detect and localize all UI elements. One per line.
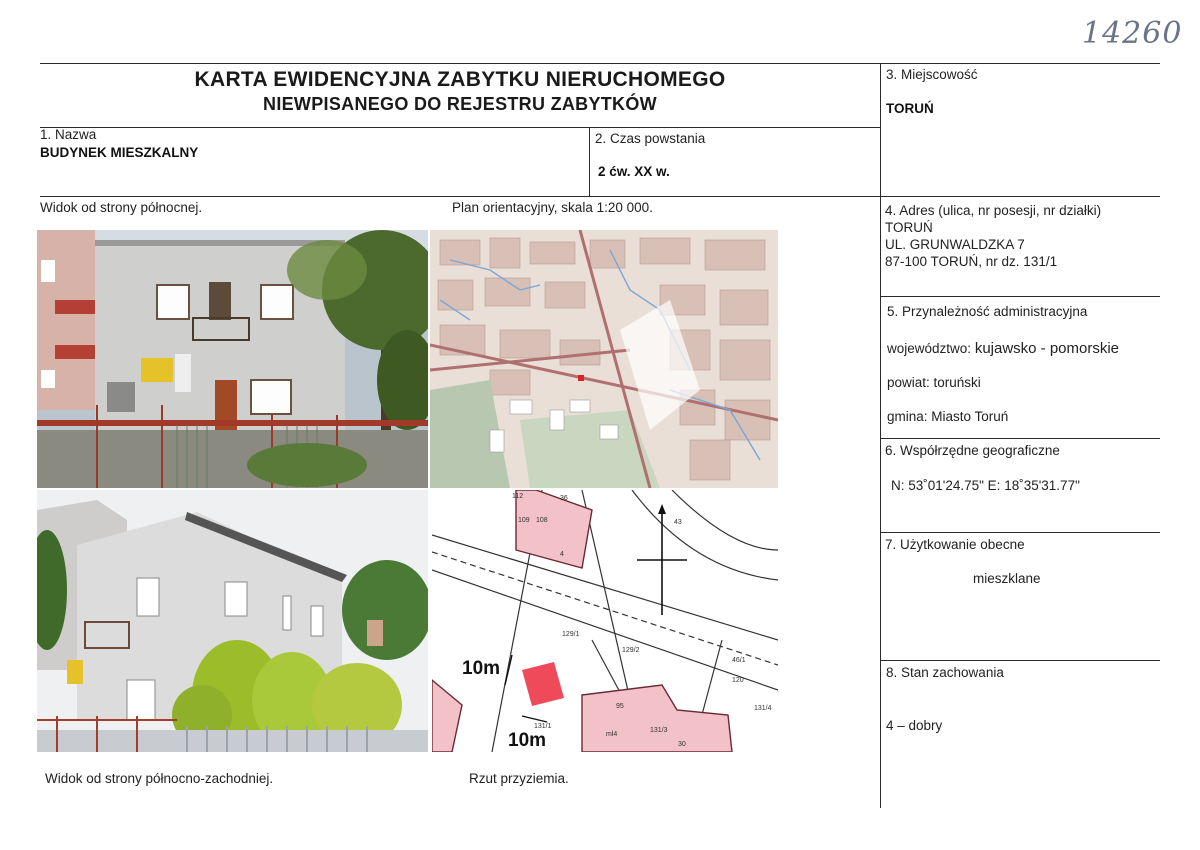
header-bottom-border [40, 196, 1160, 197]
parcel-label: 95 [616, 703, 624, 710]
locality-label: 3. Miejscowość [886, 67, 978, 82]
parcel-label: 120 [732, 677, 744, 684]
right-column-divider [880, 63, 881, 808]
name-value: BUDYNEK MIESZKALNY [40, 145, 199, 160]
condition-label: 8. Stan zachowania [886, 665, 1004, 680]
name-label: 1. Nazwa [40, 127, 97, 142]
parcel-label: 129/2 [622, 647, 640, 654]
divider-7-8 [880, 660, 1160, 661]
handwritten-number: 14260 [1082, 16, 1183, 51]
divider-4-5 [880, 296, 1160, 297]
parcel-label: 112 [512, 493, 524, 500]
parcel-label: 4 [560, 551, 564, 558]
caption-view-north: Widok od strony północnej. [40, 200, 203, 215]
voivodeship [887, 340, 1119, 357]
caption-ground-plan: Rzut przyziemia. [469, 771, 569, 786]
county: powiat: toruński [887, 375, 981, 390]
municipality: gmina: Miasto Toruń [887, 409, 1009, 424]
parcel-label: 43 [674, 519, 682, 526]
photo-northwest-view [37, 490, 428, 752]
parcel-label: 36 [560, 495, 568, 502]
admin-label: 5. Przynależność administracyjna [887, 304, 1088, 319]
coords-value: N: 53˚01'24.75" E: 18˚35'31.77" [891, 478, 1080, 493]
orientation-map [430, 230, 778, 488]
title-bottom-border [40, 127, 880, 128]
address-label: 4. Adres (ulica, nr posesji, nr działki) [885, 203, 1102, 218]
ground-plan-map [432, 490, 778, 752]
address-line-3: 87-100 TORUŃ, nr dz. 131/1 [885, 254, 1058, 269]
use-label: 7. Użytkowanie obecne [885, 537, 1025, 552]
photo-north-view [37, 230, 428, 488]
condition-value: 4 – dobry [886, 718, 943, 733]
parcel-label: 131/3 [650, 727, 668, 734]
card-title-line1: KARTA EWIDENCYJNA ZABYTKU NIERUCHOMEGO [194, 68, 726, 91]
date-label: 2. Czas powstania [595, 131, 706, 146]
parcel-label: 131/4 [754, 705, 772, 712]
parcel-label: 129/1 [562, 631, 580, 638]
scale-label-horizontal: 10m [508, 730, 547, 751]
scale-label-vertical: 10m [462, 658, 501, 679]
voivodeship-label: województwo: [887, 341, 972, 356]
parcel-label: 46/1 [732, 657, 746, 664]
parcel-label: 30 [678, 741, 686, 748]
parcel-label: 108 [536, 517, 548, 524]
card-title-line2: NIEWPISANEGO DO REJESTRU ZABYTKÓW [263, 94, 657, 114]
parcel-label: ml4 [606, 731, 618, 738]
locality-value: TORUŃ [886, 101, 934, 116]
name-date-divider [589, 127, 590, 197]
address-line-2: UL. GRUNWALDZKA 7 [885, 237, 1025, 252]
use-value: mieszklane [973, 571, 1041, 586]
caption-orientation-plan: Plan orientacyjny, skala 1:20 000. [452, 200, 653, 215]
parcel-label: 109 [518, 517, 530, 524]
divider-5-6 [880, 438, 1160, 439]
top-border [40, 63, 1160, 64]
parcel-label: 131/1 [534, 723, 552, 730]
coords-label: 6. Współrzędne geograficzne [885, 443, 1060, 458]
address-line-1: TORUŃ [885, 220, 933, 235]
divider-6-7 [880, 532, 1160, 533]
caption-view-northwest: Widok od strony północno-zachodniej. [45, 771, 274, 786]
date-value: 2 ćw. XX w. [598, 164, 670, 179]
voivodeship-value: kujawsko - pomorskie [974, 340, 1120, 357]
